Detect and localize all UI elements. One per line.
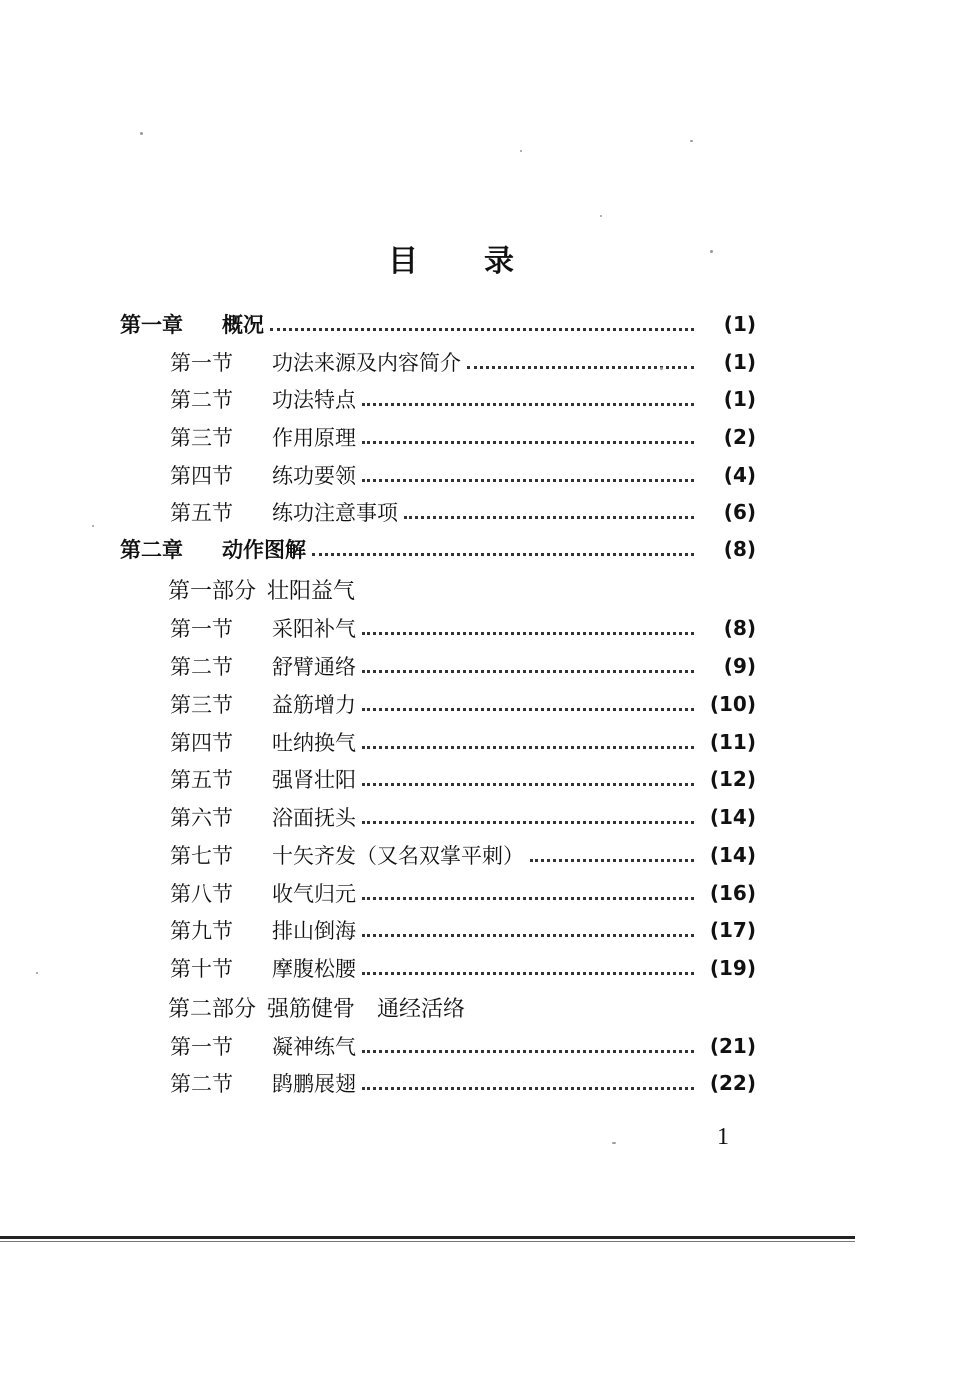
toc-part-1: [168, 574, 355, 605]
bottom-rule-thin: [0, 1241, 855, 1242]
dot-leader: [362, 744, 694, 749]
scan-speck: [140, 132, 143, 135]
title-char-2: 录: [484, 244, 514, 279]
page-ref: (8): [723, 616, 756, 640]
page-ref: (4): [723, 463, 756, 487]
scan-speck: [710, 250, 713, 253]
page-ref: (17): [709, 918, 756, 942]
part-label: 第一部分: [168, 579, 257, 604]
title-char-1: 目: [388, 244, 418, 279]
section-label: 第九节: [170, 919, 233, 943]
scan-speck: [612, 1142, 616, 1144]
section-label: 第一节: [170, 1035, 233, 1059]
section-title: 强肾壮阳: [272, 768, 356, 792]
dot-leader: [362, 970, 694, 975]
page-ref: (16): [709, 881, 756, 905]
section-title: 浴面抚头: [272, 806, 356, 830]
part-title: 壮阳益气: [267, 579, 356, 604]
section-title: 益筋增力: [272, 693, 356, 717]
page-ref: (11): [709, 730, 756, 754]
section-title: 收气归元: [272, 882, 356, 906]
page-ref: (6): [723, 500, 756, 524]
section-label: 第一节: [170, 617, 233, 641]
dot-leader: [362, 1048, 694, 1053]
dot-leader: [362, 668, 694, 673]
section-label: 第五节: [170, 768, 233, 792]
chapter-title: 概况: [222, 313, 264, 337]
dot-leader: [362, 819, 694, 824]
section-title: 吐纳换气: [272, 731, 356, 755]
chapter-label: 第一章: [120, 313, 183, 337]
scan-speck: [36, 972, 38, 974]
page-ref: (21): [709, 1034, 756, 1058]
section-title: 功法特点: [272, 388, 356, 412]
page-ref: (10): [709, 692, 756, 716]
page-ref: (12): [709, 767, 756, 791]
toc-section: [170, 952, 756, 984]
section-title: 功法来源及内容简介: [272, 351, 461, 375]
section-label: 第三节: [170, 693, 233, 717]
section-label: 第七节: [170, 844, 233, 868]
page-ref: (22): [709, 1071, 756, 1095]
toc-section: [170, 839, 756, 871]
toc-section: [170, 459, 756, 491]
dot-leader: [312, 551, 694, 556]
section-title: 采阳补气: [272, 617, 356, 641]
toc-section: [170, 496, 756, 528]
toc-section: [170, 1067, 756, 1099]
scan-speck: [520, 150, 522, 152]
toc-section: [170, 726, 756, 758]
section-label: 第四节: [170, 731, 233, 755]
page-ref: (14): [709, 805, 756, 829]
section-label: 第六节: [170, 806, 233, 830]
page-ref: (1): [723, 387, 756, 411]
toc-section: [170, 346, 756, 378]
section-label: 第二节: [170, 388, 233, 412]
scan-speck: [600, 215, 602, 217]
section-title: 排山倒海: [272, 919, 356, 943]
section-label: 第二节: [170, 655, 233, 679]
toc-section: [170, 877, 756, 909]
toc-chapter-1: [120, 308, 756, 340]
section-label: 第五节: [170, 501, 233, 525]
page-ref: (14): [709, 843, 756, 867]
page-ref: (1): [723, 350, 756, 374]
section-label: 第二节: [170, 1072, 233, 1096]
scan-speck: [660, 367, 663, 370]
section-label: 第一节: [170, 351, 233, 375]
section-title: 练功要领: [272, 464, 356, 488]
section-label: 第十节: [170, 957, 233, 981]
section-title: 凝神练气: [272, 1035, 356, 1059]
section-title: 鹍鹏展翅: [272, 1072, 356, 1096]
toc-section: [170, 763, 756, 795]
page-number: 1: [717, 1124, 729, 1150]
page-ref: (1): [723, 312, 756, 336]
section-label: 第八节: [170, 882, 233, 906]
toc-part-2: [168, 992, 465, 1023]
section-title: 作用原理: [272, 426, 356, 450]
toc-chapter-2: [120, 533, 756, 565]
dot-leader: [362, 1085, 694, 1090]
dot-leader: [362, 630, 694, 635]
dot-leader: [362, 439, 694, 444]
toc-section: [170, 650, 756, 682]
section-title: 舒臂通络: [272, 655, 356, 679]
dot-leader: [362, 781, 694, 786]
toc-section: [170, 421, 756, 453]
dot-leader: [270, 326, 694, 331]
scan-speck: [92, 525, 94, 527]
section-label: 第四节: [170, 464, 233, 488]
toc-section: [170, 383, 756, 415]
toc-section: [170, 688, 756, 720]
dot-leader: [362, 401, 694, 406]
scan-speck: [690, 140, 693, 142]
dot-leader: [362, 895, 694, 900]
dot-leader: [530, 857, 694, 862]
page-ref: (19): [709, 956, 756, 980]
page-ref: (9): [723, 654, 756, 678]
section-title: 练功注意事项: [272, 501, 398, 525]
dot-leader: [362, 477, 694, 482]
toc-section: [170, 612, 756, 644]
dot-leader: [362, 706, 694, 711]
chapter-title: 动作图解: [222, 538, 306, 562]
part-title: 强筋健骨 通经活络: [267, 997, 466, 1022]
toc-section: [170, 1030, 756, 1062]
part-label: 第二部分: [168, 997, 257, 1022]
page-ref: (8): [723, 537, 756, 561]
page-ref: (2): [723, 425, 756, 449]
chapter-label: 第二章: [120, 538, 183, 562]
section-title: 摩腹松腰: [272, 957, 356, 981]
section-label: 第三节: [170, 426, 233, 450]
toc-section: [170, 801, 756, 833]
dot-leader: [362, 932, 694, 937]
bottom-rule: [0, 1236, 855, 1239]
section-title: 十矢齐发（又名双掌平刺）: [272, 844, 524, 868]
toc-section: [170, 914, 756, 946]
dot-leader: [404, 514, 694, 519]
